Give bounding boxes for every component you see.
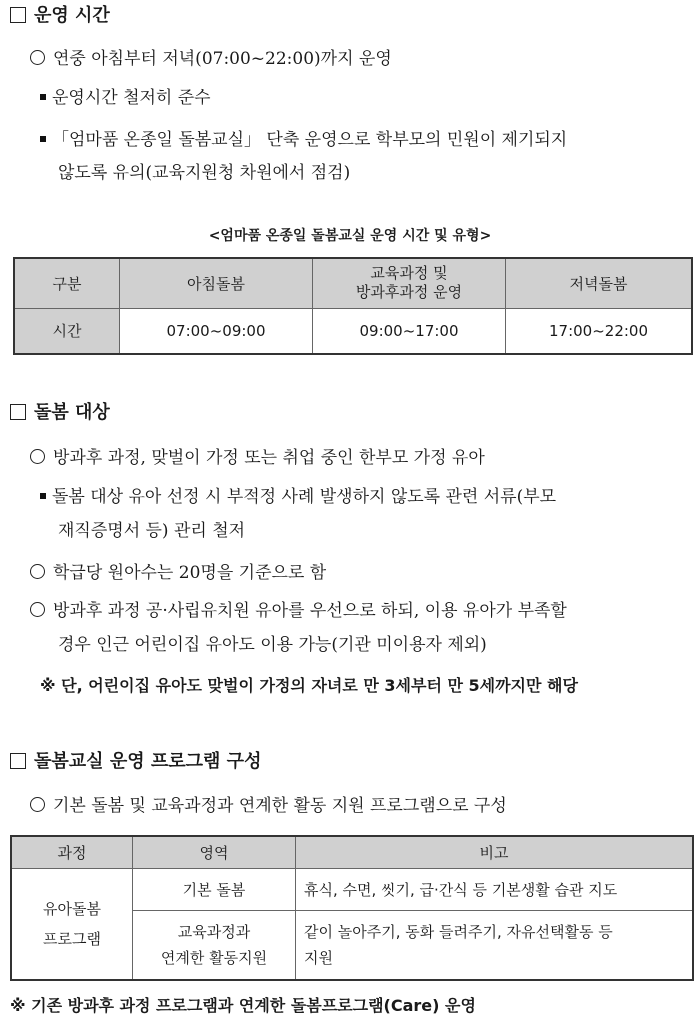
operating-hours-table [13, 257, 693, 355]
table-cell: 휴식, 수면, 씻기, 급·간식 등 기본생활 습관 지도 [296, 868, 694, 910]
item-operating-period: 연중 아침부터 저녁(07:00~22:00)까지 운영 [30, 48, 392, 70]
circle-bullet-icon [30, 449, 45, 464]
table-header-cell: 과정 [11, 836, 133, 868]
section-heading-operating-hours: 운영 시간 [10, 5, 110, 27]
square-bullet-icon [40, 136, 46, 142]
sub-item-complaints-cont: 않도록 유의(교육지원청 차원에서 점검) [58, 163, 351, 183]
circle-bullet-icon [30, 564, 45, 579]
item-program-composition: 기본 돌봄 및 교육과정과 연계한 활동 지원 프로그램으로 구성 [30, 795, 507, 817]
table-caption: <엄마품 온종일 돌봄교실 운영 시간 및 유형> [208, 228, 492, 244]
table-header-cell: 비고 [296, 836, 694, 868]
square-bullet-icon [40, 94, 46, 100]
table-row-header: 시간 [14, 308, 120, 354]
item-priority-cont: 경우 인근 어린이집 유아도 이용 가능(기관 미이용자 제외) [58, 635, 487, 655]
circle-bullet-icon [30, 797, 45, 812]
table-cell: 17:00~22:00 [506, 308, 693, 354]
note-age-limit: ※ 단, 어린이집 유아도 맞벌이 가정의 자녀로 만 3세부터 만 5세까지만 해당 [40, 676, 578, 695]
table-cell: 교육과정과 연계한 활동지원 [133, 910, 296, 980]
table-header-cell: 교육과정 및 방과후과정 운영 [313, 258, 506, 308]
footer-note: ※ 기존 방과후 과정 프로그램과 연계한 돌봄프로그램(Care) 운영 [10, 996, 476, 1015]
item-class-size: 학급당 원아수는 20명을 기준으로 함 [30, 562, 326, 584]
checkbox-square-icon [10, 404, 26, 420]
item-priority: 방과후 과정 공·사립유치원 유아를 우선으로 하되, 이용 유아가 부족할 [30, 600, 567, 622]
sub-item-strict-hours: 운영시간 철저히 준수 [40, 87, 211, 109]
program-table [10, 835, 694, 981]
sub-item-complaints: 「엄마품 온종일 돌봄교실」 단축 운영으로 학부모의 민원이 제기되지 [40, 129, 567, 151]
table-cell-course: 유아돌봄 프로그램 [11, 868, 133, 980]
sub-item-selection-cont: 재직증명서 등) 관리 철저 [58, 521, 246, 541]
table-header-cell: 저녁돌봄 [506, 258, 693, 308]
table-header-cell: 영역 [133, 836, 296, 868]
item-eligible-children: 방과후 과정, 맞벌이 가정 또는 취업 중인 한부모 가정 유아 [30, 447, 485, 469]
circle-bullet-icon [30, 602, 45, 617]
table-cell: 같이 놀아주기, 동화 들려주기, 자유선택활동 등 지원 [296, 910, 694, 980]
table-cell: 07:00~09:00 [120, 308, 313, 354]
circle-bullet-icon [30, 50, 45, 65]
table-cell: 기본 돌봄 [133, 868, 296, 910]
section-heading-care-target: 돌봄 대상 [10, 402, 110, 424]
sub-item-selection: 돌봄 대상 유아 선정 시 부적정 사례 발생하지 않도록 관련 서류(부모 [40, 486, 556, 508]
square-bullet-icon [40, 493, 46, 499]
section-heading-program: 돌봄교실 운영 프로그램 구성 [10, 751, 261, 773]
checkbox-square-icon [10, 7, 26, 23]
table-header-cell: 아침돌봄 [120, 258, 313, 308]
table-cell: 09:00~17:00 [313, 308, 506, 354]
table-header-cell: 구분 [14, 258, 120, 308]
checkbox-square-icon [10, 753, 26, 769]
